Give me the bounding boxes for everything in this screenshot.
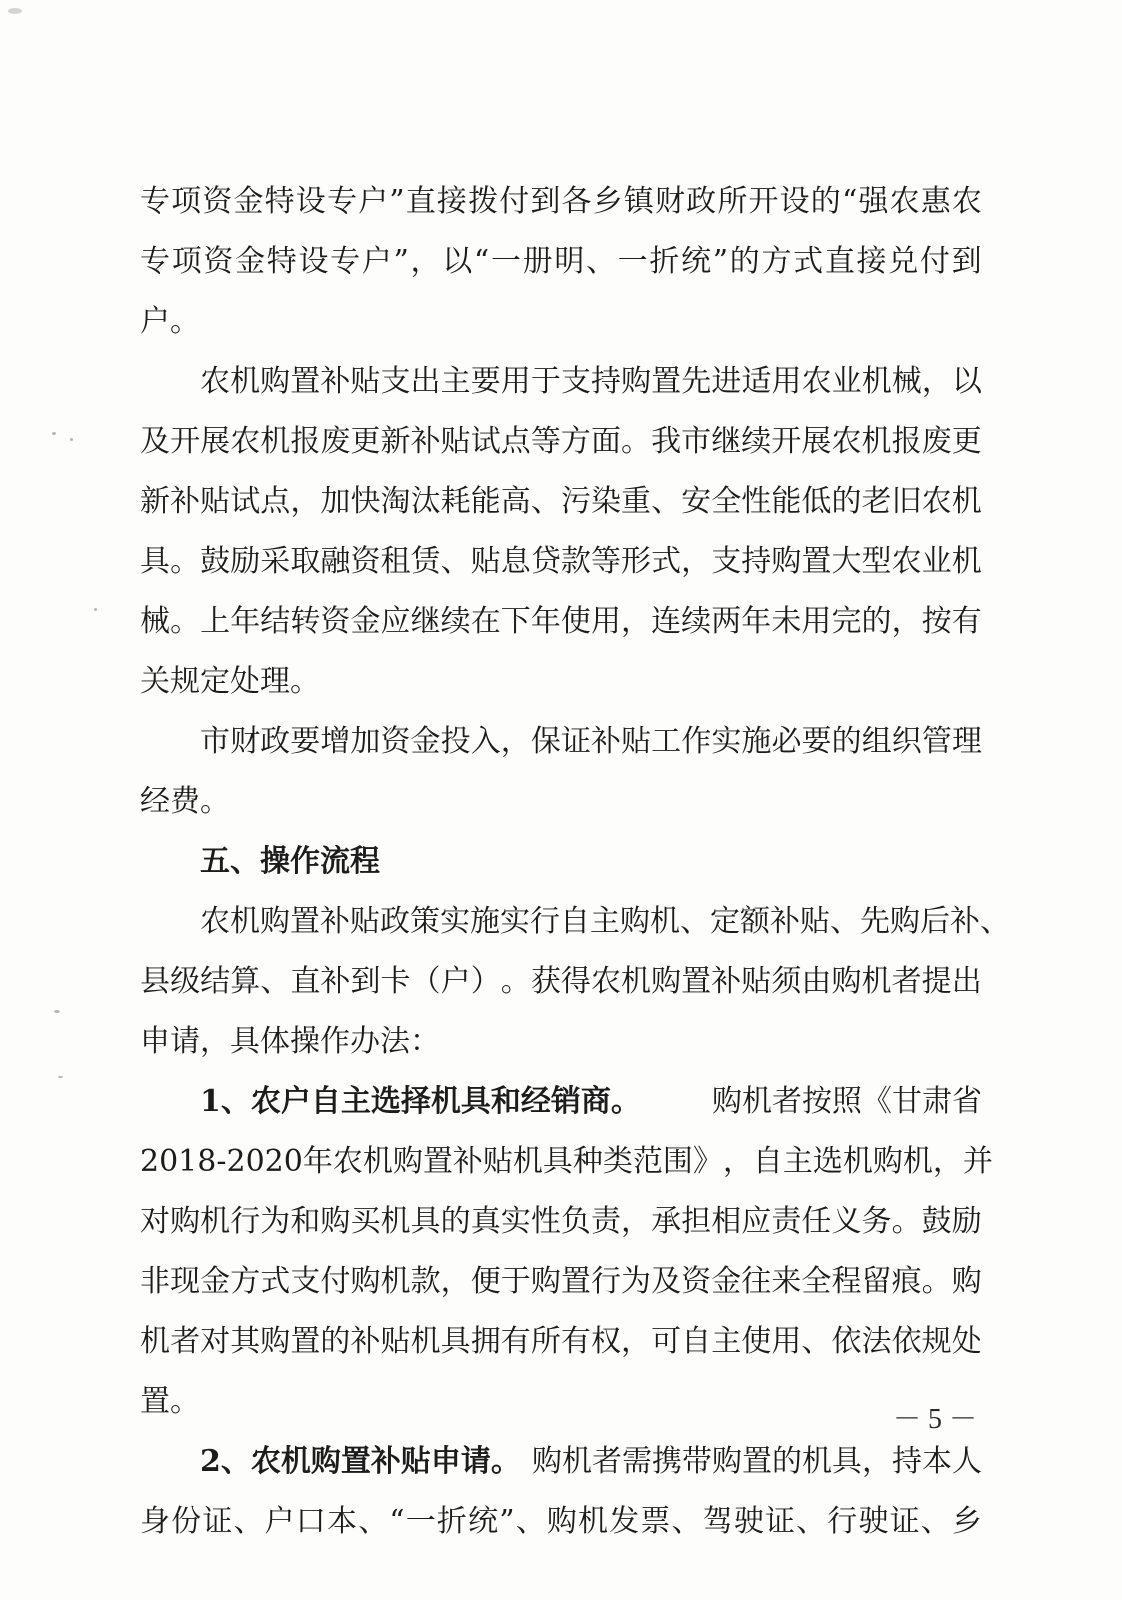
scan-speck — [8, 8, 22, 14]
text-line: 及 开 展 农 机 报 废 更 新 补 贴 试 点 等 方 面 。 我 市 继 续 开 展 农 机 报 废 更 — [140, 424, 982, 459]
text-line: 身 份 证 、 户 口 本 、 “ 一 折 统 ” 、 购 机 发 票 、 驾 驶 证 、 行 驶 证 、 乡 — [140, 1504, 982, 1539]
item-text: 购机者需携带购置的机具，持本人 — [532, 1444, 982, 1479]
text-line: 户。 — [140, 304, 200, 339]
item-text: 购机者按照《甘肃省 — [712, 1084, 982, 1119]
text-line: 专 项 资 金 特 设 专 户 ” ， 以 “ 一 册 明 、 一 折 统 ” 的 方 式 直 接 兑 付 到 — [140, 244, 982, 279]
text-line: 非 现 金 方 式 支 付 购 机 款 ， 便 于 购 置 行 为 及 资 金 往 来 全 程 留 痕 。 购 — [140, 1264, 982, 1299]
text-line: 具 。 鼓 励 采 取 融 资 租 赁 、 贴 息 贷 款 等 形 式 ， 支 持 购 置 大 型 农 业 机 — [140, 544, 982, 579]
text-line: 2018-2020 年 农 机 购 置 补 贴 机 具 种 类 范 围 》 ， 自 主 选 机 购 机 ， 并 — [140, 1144, 993, 1179]
text-line: 农 机 购 置 补 贴 支 出 主 要 用 于 支 持 购 置 先 进 适 用 农 业 机 械 ， 以 — [200, 364, 982, 399]
text-line: 新 补 贴 试 点 ， 加 快 淘 汰 耗 能 高 、 污 染 重 、 安 全 性 能 低 的 老 旧 农 机 — [140, 484, 982, 519]
text-line-with-lead — [140, 1432, 982, 1492]
text-line: 关规定处理。 — [140, 664, 320, 699]
text-line: 农 机 购 置 补 贴 政 策 实 施 实 行 自 主 购 机 、 定 额 补 贴 、 先 购 后 补 、 — [200, 904, 1010, 939]
scan-speck — [54, 1010, 60, 1013]
text-line: 县 级 结 算 、 直 补 到 卡 （ 户 ） 。 获 得 农 机 购 置 补 贴 须 由 购 机 者 提 出 — [140, 964, 982, 999]
text-line: 专 项 资 金 特 设 专 户 ” 直 接 拨 付 到 各 乡 镇 财 政 所 开 设 的 “ 强 农 惠 农 — [140, 184, 982, 219]
text-line: 市 财 政 要 增 加 资 金 投 入 ， 保 证 补 贴 工 作 实 施 必 要 的 组 织 管 理 — [200, 724, 982, 759]
item-lead: 1、农户自主选择机具和经销商。 — [200, 1084, 641, 1119]
scan-speck — [94, 608, 97, 611]
text-line: 申请，具体操作办法： — [140, 1024, 440, 1059]
scan-speck — [58, 1076, 63, 1078]
text-line: 机 者 对 其 购 置 的 补 贴 机 具 拥 有 所 有 权 ， 可 自 主 使 用 、 依 法 依 规 处 — [140, 1324, 982, 1359]
text-line: 经费。 — [140, 784, 230, 819]
scan-speck — [70, 438, 73, 441]
page-number: － 5 － — [892, 1404, 977, 1435]
text-line: 械 。 上 年 结 转 资 金 应 继 续 在 下 年 使 用 ， 连 续 两 年 未 用 完 的 ， 按 有 — [140, 604, 982, 639]
text-line: 置。 — [140, 1384, 200, 1419]
item-lead: 2、农机购置补贴申请。 — [200, 1444, 521, 1479]
scan-speck — [52, 432, 56, 435]
text-line-with-lead — [140, 1072, 982, 1132]
section-heading: 五、操作流程 — [200, 844, 380, 879]
text-line: 对 购 机 行 为 和 购 买 机 具 的 真 实 性 负 责 ， 承 担 相 应 责 任 义 务 。 鼓 励 — [140, 1204, 982, 1239]
document-body — [140, 172, 1010, 1552]
